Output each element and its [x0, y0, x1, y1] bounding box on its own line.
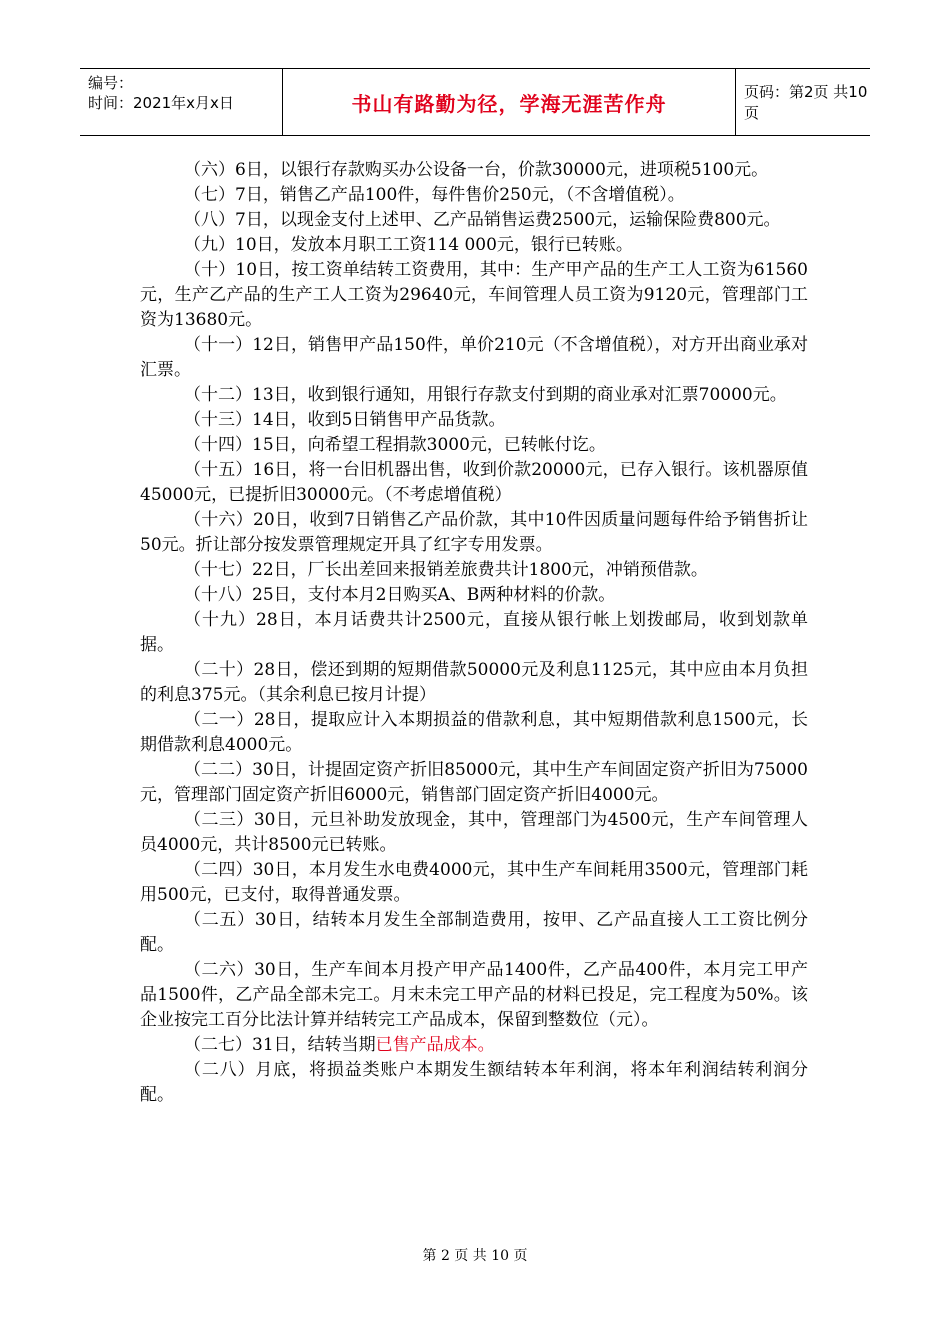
paragraph: （二十）28日，偿还到期的短期借款50000元及利息1125元，其中应由本月负担的利息375元。（其余利息已按月计提） — [140, 660, 808, 705]
page-footer: 第 2 页 共 10 页 — [422, 1248, 528, 1264]
paragraph: （十七）22日，厂长出差回来报销差旅费共计1800元，冲销预借款。 — [184, 560, 708, 580]
paragraph: （二六）30日，生产车间本月投产甲产品1400件，乙产品400件，本月完工甲产品1500件，乙产品全部未完工。月末未完工甲产品的材料已投足，完工程度为50%。该企业按完工百分比法计算并结转完工产品成本，保留到整数位（元）。 — [140, 960, 808, 1030]
time-label: 时间：2021年x月x日 — [88, 94, 234, 112]
paragraph: （十四）15日，向希望工程捐款3000元，已转帐付讫。 — [184, 435, 606, 455]
number-label: 编号： — [88, 74, 134, 92]
header-page-cell — [736, 69, 870, 135]
paragraph: （十八）25日，支付本月2日购买A、B两种材料的价款。 — [184, 585, 616, 605]
paragraph: （八）7日，以现金支付上述甲、乙产品销售运费2500元，运输保险费800元。 — [184, 210, 781, 230]
page-label: 页码：第2页 共10页 — [744, 83, 868, 122]
paragraph: （二三）30日，元旦补助发放现金，其中，管理部门为4500元，生产车间管理人员4000元，共计8500元已转账。 — [140, 810, 808, 855]
page-header — [80, 68, 870, 136]
document-body — [140, 158, 808, 1108]
paragraph: （九）10日，发放本月职工工资114 000元，银行已转账。 — [184, 235, 633, 255]
paragraph: （十六）20日，收到7日销售乙产品价款，其中10件因质量问题每件给予销售折让50元。折让部分按发票管理规定开具了红字专用发票。 — [140, 510, 808, 555]
header-meta — [80, 69, 282, 135]
paragraph: （二四）30日，本月发生水电费4000元，其中生产车间耗用3500元，管理部门耗用500元，已支付，取得普通发票。 — [140, 860, 808, 905]
paragraph: （二八）月底，将损益类账户本期发生额结转本年利润，将本年利润结转利润分配。 — [140, 1060, 808, 1105]
paragraph: （二一）28日，提取应计入本期损益的借款利息，其中短期借款利息1500元，长期借款利息4000元。 — [140, 710, 808, 755]
paragraph: （十九）28日，本月话费共计2500元，直接从银行帐上划拨邮局，收到划款单据。 — [140, 610, 808, 655]
paragraph: （十五）16日，将一台旧机器出售，收到价款20000元，已存入银行。该机器原值45000元，已提折旧30000元。（不考虑增值税） — [140, 460, 808, 505]
paragraph: （十三）14日，收到5日销售甲产品货款。 — [184, 410, 506, 430]
paragraph-27 — [140, 1033, 808, 1058]
highlight-text: 已售产品成本。 — [375, 1035, 495, 1055]
paragraph: （十）10日，按工资单结转工资费用，其中：生产甲产品的生产工人工资为61560元，生产乙产品的生产工人工资为29640元，车间管理人员工资为9120元，管理部门工资为13680元。 — [140, 260, 808, 330]
paragraph: （七）7日，销售乙产品100件，每件售价250元，（不含增值税）。 — [184, 185, 685, 205]
paragraph: （六）6日，以银行存款购买办公设备一台，价款30000元，进项税5100元。 — [184, 160, 769, 180]
paragraph: （十二）13日，收到银行通知，用银行存款支付到期的商业承对汇票70000元。 — [184, 385, 787, 405]
header-motto-cell — [282, 69, 736, 135]
paragraph: （二二）30日，计提固定资产折旧85000元，其中生产车间固定资产折旧为75000元，管理部门固定资产折旧6000元，销售部门固定资产折旧4000元。 — [140, 760, 808, 805]
motto: 书山有路勤为径，学海无涯苦作舟 — [351, 91, 667, 116]
paragraph-27-text: （二七）31日，结转当期 — [184, 1035, 376, 1055]
paragraph: （十一）12日，销售甲产品150件，单价210元（不含增值税），对方开出商业承对汇票。 — [140, 335, 808, 380]
paragraph: （二五）30日，结转本月发生全部制造费用，按甲、乙产品直接人工工资比例分配。 — [140, 910, 808, 955]
